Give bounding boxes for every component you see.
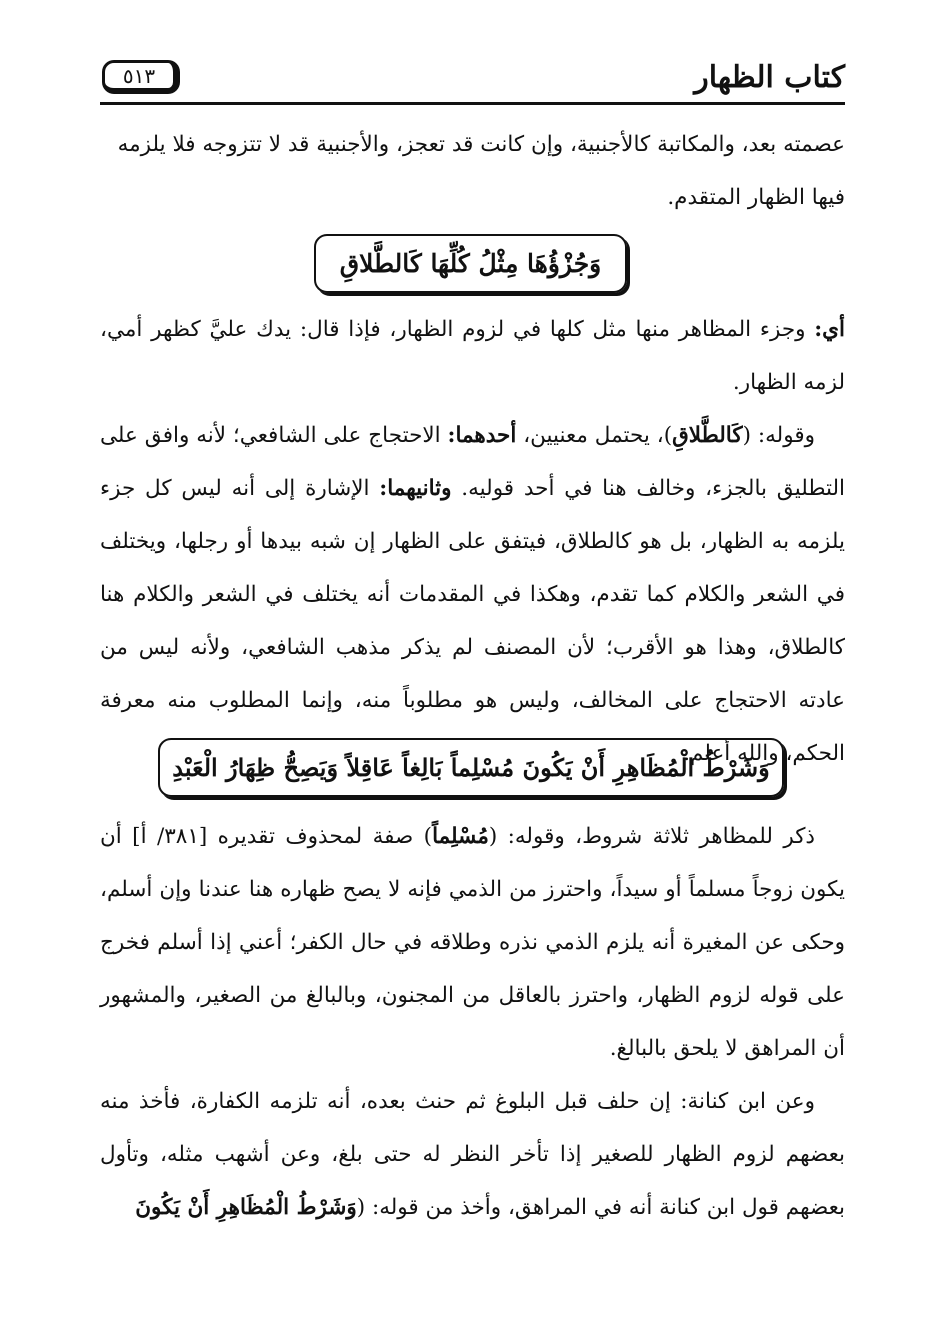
text-line: عصمته بعد، والمكاتبة كالأجنبية، وإن كانت قد تعجز، والأجنبية قد لا تتزوجه فلا يلزمه <box>117 132 845 157</box>
paragraph <box>100 118 845 171</box>
text-block-2 <box>100 303 845 780</box>
bold-term: أحدهما: <box>447 423 517 448</box>
paragraph-text: الإشارة إلى أنه ليس كل جزء يلزمه به الظهار، بل هو كالطلاق، فيتفق على الظهار إن شبه بيدها أو رجلها، ويختلف في الشعر والكلام كما تقدم، وهكذا في المقدمات أنه يختلف في الشعر والكلام هنا كالطلاق، وهذا هو الأقرب؛ لأن المصنف لم يذكر مذهب الشافعي، ولأنه ليس من عادته الاحتجاج على المخالف، وليس هو مطلوباً منه، وإنما المطلوب منه معرفة الحكم، والله أعلم. <box>100 476 845 766</box>
paragraph <box>100 303 845 409</box>
matn-text: وَشَرْطُ الْمُظَاهِرِ أَنْ يَكُونَ مُسْلِماً بَالِغاً عَاقِلاً وَيَصِحُّ ظِهَارُ الْعَبْدِ <box>172 753 770 782</box>
text-line: فيها الظهار المتقدم. <box>667 185 845 210</box>
text-block-1 <box>100 118 845 224</box>
quoted-matn: مُسْلِماً <box>432 824 489 849</box>
paragraph-text: وجزء المظاهر منها مثل كلها في لزوم الظهار، فإذا قال: يدك عليَّ كظهر أمي، لزمه الظهار. <box>100 317 845 395</box>
paragraph <box>100 171 845 224</box>
page-number: ٥١٣ <box>122 63 156 88</box>
matn-box-2 <box>158 738 784 797</box>
paragraph <box>100 409 845 780</box>
page-header <box>100 52 845 108</box>
text-block-3 <box>100 810 845 1234</box>
bold-term: أي: <box>814 317 845 342</box>
book-title: كتاب الظهار <box>694 60 845 95</box>
quoted-matn: وَشَرْطُ الْمُظَاهِرِ أَنْ يَكُونَ <box>135 1195 357 1220</box>
paragraph-text: ) صفة لمحذوف تقديره [٣٨١/ أ] أن يكون زوجاً مسلماً أو سيداً، واحترز من الذمي فإنه لا يصح ظهاره هنا عندنا وإن أسلم، وحكى عن المغيرة أنه يلزم الذمي نذره وطلاقه في حال الكفر؛ أعني إذا أسلم فخرج على قوله لزوم الظهار، واحترز بالعاقل من المجنون، وبالبالغ من الصغير، والمشهور أن المراهق لا يلحق بالبالغ. <box>100 824 845 1061</box>
matn-box-1 <box>314 234 627 293</box>
paragraph-text: الاحتجاج على الشافعي؛ لأنه وافق على التطليق بالجزء، وخالف هنا في أحد قوليه. <box>100 423 845 501</box>
paragraph <box>100 810 845 1075</box>
bold-term: وثانيهما: <box>379 476 452 501</box>
matn-text: وَجُزْؤُهَا مِثْلُ كُلِّهَا كَالطَّلاقِ <box>339 249 602 278</box>
quoted-matn: كَالطَّلاقِ <box>672 423 743 448</box>
paragraph-text: وعن ابن كنانة: إن حلف قبل البلوغ ثم حنث بعده، أنه تلزمه الكفارة، فأخذ منه بعضهم لزوم الظهار للصغير إذا تأخر النظر له حتى بلغ، وعن أشهب مثله، وتأول بعضهم قول ابن كنانة أنه في المراهق، وأخذ من قوله: ( <box>100 1089 845 1220</box>
paragraph-text: وقوله: ( <box>742 423 815 448</box>
header-rule <box>100 102 845 105</box>
paragraph <box>100 1075 845 1234</box>
paragraph-text: )، يحتمل معنيين، <box>516 423 673 448</box>
page-number-box <box>102 60 180 94</box>
paragraph-text: ذكر للمظاهر ثلاثة شروط، وقوله: ( <box>488 824 815 849</box>
